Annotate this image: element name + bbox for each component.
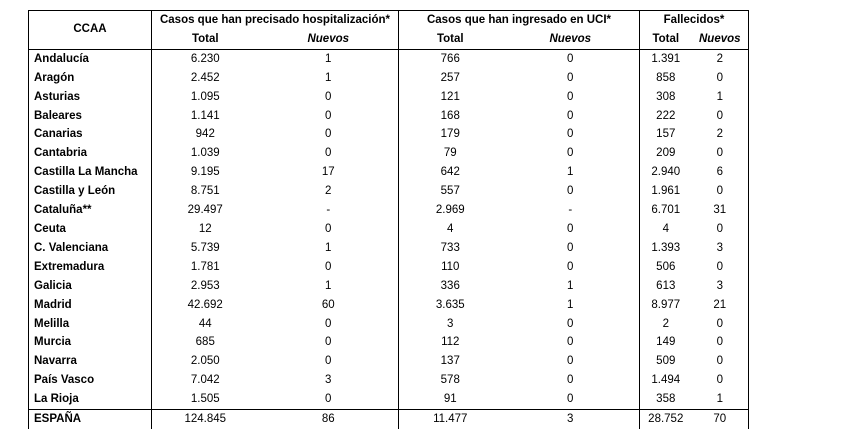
deaths-new-cell: 1 (692, 390, 749, 409)
table-row (29, 296, 749, 315)
icu-total-cell: 137 (399, 352, 502, 371)
hospitalization-new-cell: 17 (259, 163, 399, 182)
deaths-new-cell: 1 (692, 88, 749, 107)
icu-new-cell: 0 (502, 315, 640, 334)
icu-total-cell: 121 (399, 88, 502, 107)
deaths-new-cell: 0 (692, 333, 749, 352)
icu-total-cell: 91 (399, 390, 502, 409)
deaths-new-cell: 0 (692, 182, 749, 201)
table-row (29, 182, 749, 201)
icu-new-cell: 0 (502, 390, 640, 409)
hospitalization-total-cell: 29.497 (152, 201, 259, 220)
region-name-cell: Cantabria (29, 144, 152, 163)
deaths-new-cell: 0 (692, 315, 749, 334)
region-name-cell: Castilla La Mancha (29, 163, 152, 182)
icu-total-cell: 168 (399, 107, 502, 126)
icu-total-cell: 557 (399, 182, 502, 201)
region-name-cell: Baleares (29, 107, 152, 126)
icu-new-header: Nuevos (502, 30, 640, 49)
hospitalization-total-cell: 6.230 (152, 49, 259, 68)
deaths-total-cell: 4 (640, 220, 692, 239)
table-row (29, 390, 749, 409)
region-name-cell: Asturias (29, 88, 152, 107)
table-row (29, 49, 749, 68)
icu-total-header: Total (399, 30, 502, 49)
table-row (29, 201, 749, 220)
deaths-new-cell: 0 (692, 352, 749, 371)
icu-new-cell: 1 (502, 296, 640, 315)
hospitalization-new-cell: 0 (259, 258, 399, 277)
icu-total-cell: 3 (399, 315, 502, 334)
hospitalization-new-cell: 3 (259, 371, 399, 390)
hospitalization-total-cell: 1.141 (152, 107, 259, 126)
icu-total-cell: 642 (399, 163, 502, 182)
deaths-new-header: Nuevos (692, 30, 749, 49)
deaths-total-cell: 509 (640, 352, 692, 371)
deaths-new-cell: 2 (692, 125, 749, 144)
table-row (29, 220, 749, 239)
deaths-total-cell: 222 (640, 107, 692, 126)
hospitalization-new-cell: 0 (259, 88, 399, 107)
icu-new-cell: - (502, 201, 640, 220)
region-name-cell: Murcia (29, 333, 152, 352)
deaths-new-cell: 0 (692, 144, 749, 163)
hospitalization-new-cell: 60 (259, 296, 399, 315)
deaths-new-cell: 0 (692, 107, 749, 126)
deaths-new-cell: 0 (692, 258, 749, 277)
hospitalization-total-cell: 8.751 (152, 182, 259, 201)
icu-total-cell: 336 (399, 277, 502, 296)
icu-total-cell: 578 (399, 371, 502, 390)
hospitalization-total-cell: 9.195 (152, 163, 259, 182)
hospitalization-total-cell: 2.050 (152, 352, 259, 371)
hospitalization-new-cell: 0 (259, 144, 399, 163)
deaths-new-cell: 2 (692, 49, 749, 68)
deaths-group-header: Fallecidos* (640, 11, 749, 30)
region-name-cell: Cataluña** (29, 201, 152, 220)
region-name-cell: La Rioja (29, 390, 152, 409)
icu-total-cell: 257 (399, 69, 502, 88)
table-row (29, 125, 749, 144)
deaths-new-cell: 3 (692, 277, 749, 296)
hospitalization-new-cell: 0 (259, 107, 399, 126)
hospitalization-new-cell: 0 (259, 390, 399, 409)
deaths-new-cell: 3 (692, 239, 749, 258)
hospitalization-total-cell: 685 (152, 333, 259, 352)
deaths-total-cell: 209 (640, 144, 692, 163)
hospitalization-total-header: Total (152, 30, 259, 49)
table-row (29, 333, 749, 352)
icu-new-cell: 0 (502, 182, 640, 201)
region-name-cell: Ceuta (29, 220, 152, 239)
deaths-total-header: Total (640, 30, 692, 49)
deaths-total-cell: 8.977 (640, 296, 692, 315)
icu-new-cell: 0 (502, 258, 640, 277)
deaths-total-cell: 308 (640, 88, 692, 107)
deaths-new-cell: 21 (692, 296, 749, 315)
hospitalization-total-cell: 1.505 (152, 390, 259, 409)
hospitalization-total-cell: 1.039 (152, 144, 259, 163)
region-name-cell: ESPAÑA (29, 410, 152, 429)
table-row (29, 258, 749, 277)
hospitalization-table (28, 10, 749, 429)
hospitalization-new-cell: 1 (259, 277, 399, 296)
hospitalization-new-cell: 0 (259, 315, 399, 334)
hospitalization-new-cell: 0 (259, 125, 399, 144)
region-name-cell: Melilla (29, 315, 152, 334)
table-row (29, 107, 749, 126)
hospitalization-new-cell: 0 (259, 352, 399, 371)
deaths-total-cell: 858 (640, 69, 692, 88)
deaths-total-cell: 28.752 (640, 410, 692, 429)
icu-total-cell: 2.969 (399, 201, 502, 220)
icu-new-cell: 3 (502, 410, 640, 429)
icu-new-cell: 1 (502, 277, 640, 296)
region-name-cell: Andalucía (29, 49, 152, 68)
table-row (29, 371, 749, 390)
hospitalization-total-cell: 7.042 (152, 371, 259, 390)
deaths-total-cell: 613 (640, 277, 692, 296)
hospitalization-total-cell: 1.781 (152, 258, 259, 277)
region-name-cell: Castilla y León (29, 182, 152, 201)
hospitalization-new-cell: 2 (259, 182, 399, 201)
table-row (29, 88, 749, 107)
deaths-total-cell: 157 (640, 125, 692, 144)
deaths-total-cell: 1.391 (640, 49, 692, 68)
region-name-cell: Navarra (29, 352, 152, 371)
icu-total-cell: 4 (399, 220, 502, 239)
table-row (29, 352, 749, 371)
deaths-new-cell: 0 (692, 220, 749, 239)
table-row (29, 277, 749, 296)
hospitalization-total-cell: 42.692 (152, 296, 259, 315)
deaths-total-cell: 6.701 (640, 201, 692, 220)
region-name-cell: Canarias (29, 125, 152, 144)
icu-new-cell: 1 (502, 163, 640, 182)
hospitalization-group-header: Casos que han precisado hospitalización* (152, 11, 399, 30)
deaths-total-cell: 2 (640, 315, 692, 334)
hospitalization-new-cell: 86 (259, 410, 399, 429)
region-name-cell: Aragón (29, 69, 152, 88)
hospitalization-total-cell: 2.452 (152, 69, 259, 88)
hospitalization-total-cell: 124.845 (152, 410, 259, 429)
hospitalization-new-cell: 1 (259, 49, 399, 68)
table-row (29, 239, 749, 258)
icu-total-cell: 112 (399, 333, 502, 352)
hospitalization-total-cell: 12 (152, 220, 259, 239)
hospitalization-new-cell: 0 (259, 220, 399, 239)
hospitalization-total-cell: 44 (152, 315, 259, 334)
icu-total-cell: 733 (399, 239, 502, 258)
icu-new-cell: 0 (502, 220, 640, 239)
icu-new-cell: 0 (502, 107, 640, 126)
deaths-total-cell: 1.393 (640, 239, 692, 258)
icu-new-cell: 0 (502, 125, 640, 144)
hospitalization-new-cell: - (259, 201, 399, 220)
hospitalization-new-cell: 1 (259, 69, 399, 88)
icu-new-cell: 0 (502, 49, 640, 68)
deaths-total-cell: 2.940 (640, 163, 692, 182)
region-name-cell: Extremadura (29, 258, 152, 277)
deaths-new-cell: 6 (692, 163, 749, 182)
icu-total-cell: 110 (399, 258, 502, 277)
icu-total-cell: 11.477 (399, 410, 502, 429)
icu-group-header: Casos que han ingresado en UCI* (399, 11, 640, 30)
hospitalization-new-header: Nuevos (259, 30, 399, 49)
icu-new-cell: 0 (502, 352, 640, 371)
icu-new-cell: 0 (502, 144, 640, 163)
icu-new-cell: 0 (502, 371, 640, 390)
hospitalization-total-cell: 5.739 (152, 239, 259, 258)
deaths-new-cell: 0 (692, 371, 749, 390)
region-name-cell: Galicia (29, 277, 152, 296)
total-row (29, 410, 749, 429)
region-name-cell: País Vasco (29, 371, 152, 390)
icu-new-cell: 0 (502, 239, 640, 258)
ccaa-header: CCAA (29, 11, 152, 50)
deaths-total-cell: 506 (640, 258, 692, 277)
deaths-new-cell: 0 (692, 69, 749, 88)
icu-new-cell: 0 (502, 88, 640, 107)
deaths-new-cell: 70 (692, 410, 749, 429)
hospitalization-total-cell: 1.095 (152, 88, 259, 107)
table-body (29, 49, 749, 429)
table-row (29, 144, 749, 163)
deaths-total-cell: 1.961 (640, 182, 692, 201)
icu-total-cell: 79 (399, 144, 502, 163)
table-row (29, 69, 749, 88)
header-row-groups (29, 11, 749, 30)
region-name-cell: C. Valenciana (29, 239, 152, 258)
icu-new-cell: 0 (502, 333, 640, 352)
icu-total-cell: 766 (399, 49, 502, 68)
deaths-new-cell: 31 (692, 201, 749, 220)
deaths-total-cell: 1.494 (640, 371, 692, 390)
icu-new-cell: 0 (502, 69, 640, 88)
table-row (29, 315, 749, 334)
deaths-total-cell: 149 (640, 333, 692, 352)
hospitalization-total-cell: 2.953 (152, 277, 259, 296)
table-row (29, 163, 749, 182)
icu-total-cell: 179 (399, 125, 502, 144)
region-name-cell: Madrid (29, 296, 152, 315)
hospitalization-total-cell: 942 (152, 125, 259, 144)
hospitalization-new-cell: 0 (259, 333, 399, 352)
data-table-container (28, 10, 748, 429)
icu-total-cell: 3.635 (399, 296, 502, 315)
deaths-total-cell: 358 (640, 390, 692, 409)
hospitalization-new-cell: 1 (259, 239, 399, 258)
